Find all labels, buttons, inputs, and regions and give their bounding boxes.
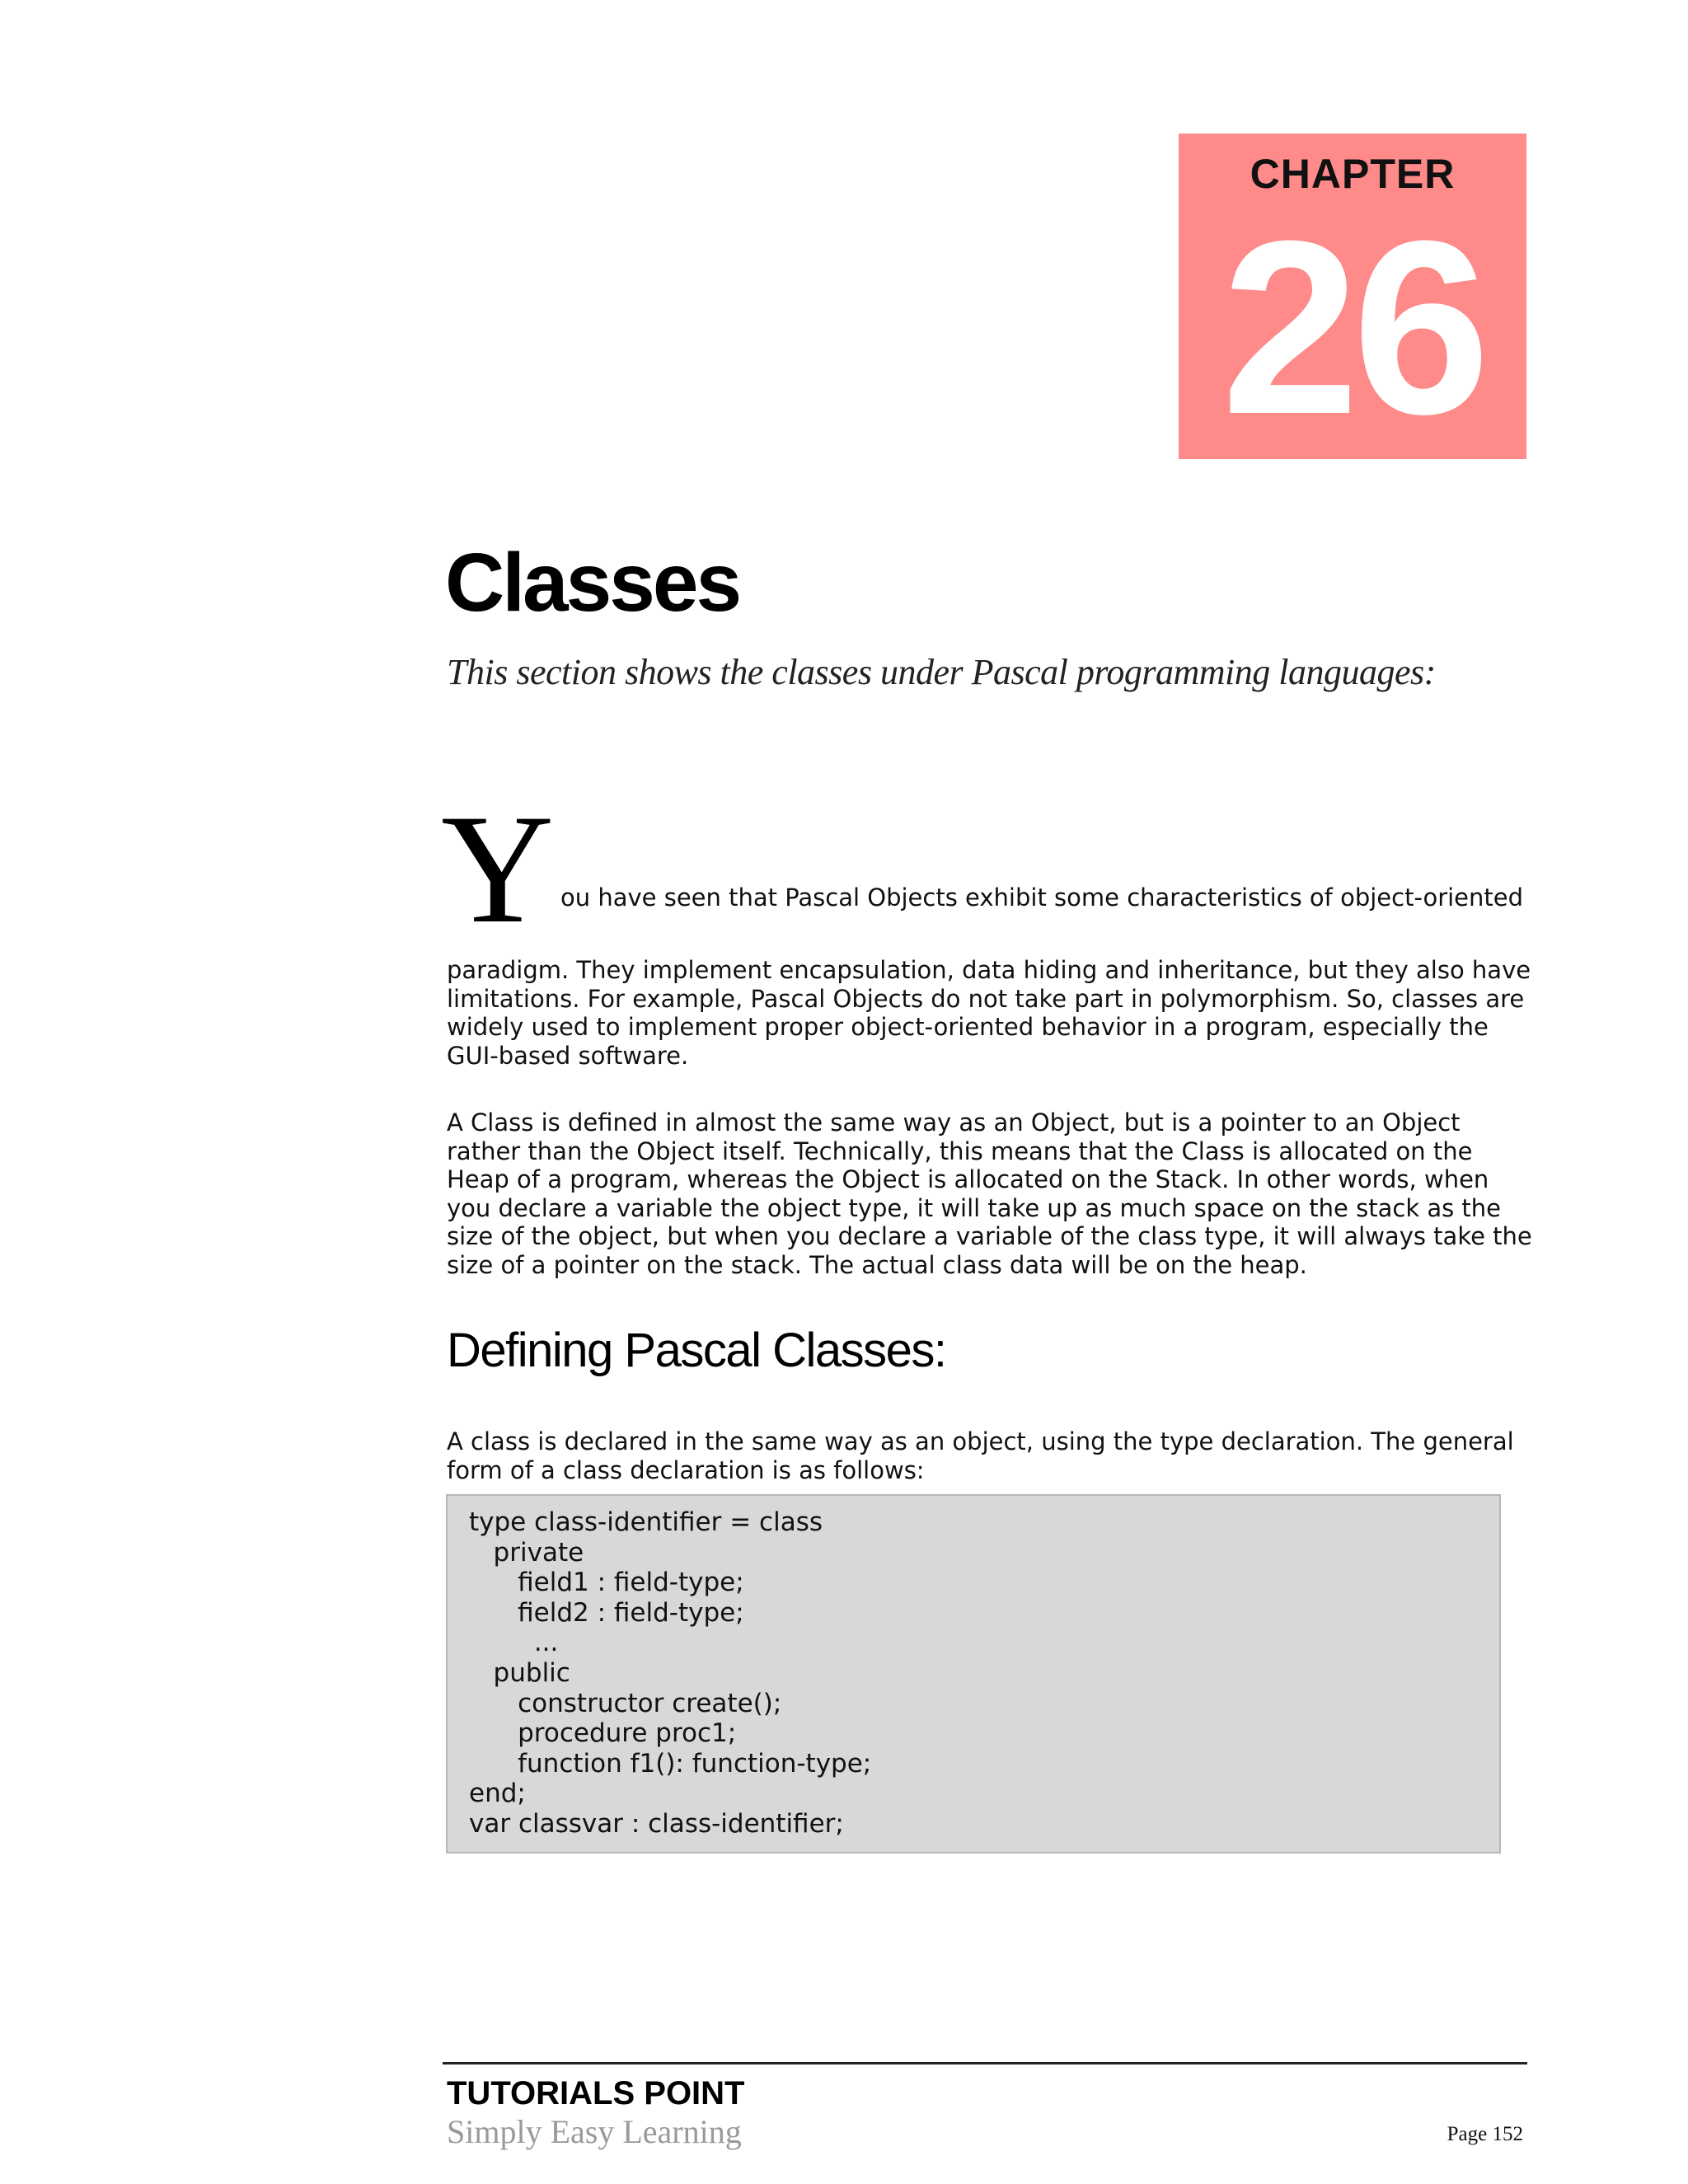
chapter-badge [1179, 134, 1526, 466]
code-line: field1 : field-type; [469, 1568, 744, 1598]
page-title: Classes [445, 537, 740, 629]
code-line: constructor create(); [469, 1688, 782, 1718]
section-paragraph: A class is declared in the same way as an object, using the type declaration. The general form of a class declaration is as follows: [447, 1427, 1514, 1484]
code-line: type class-identifier = class [469, 1507, 823, 1537]
code-line: end; [469, 1779, 526, 1809]
footer-divider [443, 2062, 1527, 2064]
footer-tagline: Simply Easy Learning [447, 2113, 742, 2150]
code-line: ... [469, 1628, 559, 1658]
code-block [446, 1494, 1501, 1854]
section-heading: Defining Pascal Classes: [447, 1324, 946, 1377]
code-line: var classvar : class-identifier; [469, 1808, 844, 1839]
chapter-label: CHAPTER [1250, 151, 1456, 197]
footer-brand: TUTORIALS POINT [447, 2075, 745, 2111]
drop-cap: Y [441, 783, 555, 956]
code-line: field2 : field-type; [469, 1597, 744, 1628]
page-subtitle: This section shows the classes under Pascal programming languages: [447, 652, 1436, 692]
code-line: private [469, 1537, 584, 1568]
code-line: function f1(): function-type; [469, 1748, 872, 1779]
chapter-number: 26 [1221, 189, 1484, 466]
page-number: Page 152 [1447, 2123, 1523, 2145]
intro-first-line: ou have seen that Pascal Objects exhibit some characteristics of object-oriented [560, 883, 1524, 912]
class-definition-paragraph: A Class is defined in almost the same way as an Object, but is a pointer to an Object rather than the Object itself. Technically, this means that the Class is allocated on the Heap of a program, whereas the Object is allocated on the Stack. In other words, when you declare a variable the object type, it will take up as much space on the stack as the size of the object, but when you declare a variable of the class type, it will always take the size of a pointer on the stack. The actual class data will be on the heap. [447, 1108, 1532, 1279]
intro-paragraph: paradigm. They implement encapsulation, data hiding and inheritance, but they also have limitations. For example, Pascal Objects do not take part in polymorphism. So, classes are widely used to implement proper object-oriented behavior in a program, especially the GUI-based software. [447, 956, 1531, 1070]
code-line: public [469, 1657, 570, 1688]
code-line: procedure proc1; [469, 1718, 737, 1749]
